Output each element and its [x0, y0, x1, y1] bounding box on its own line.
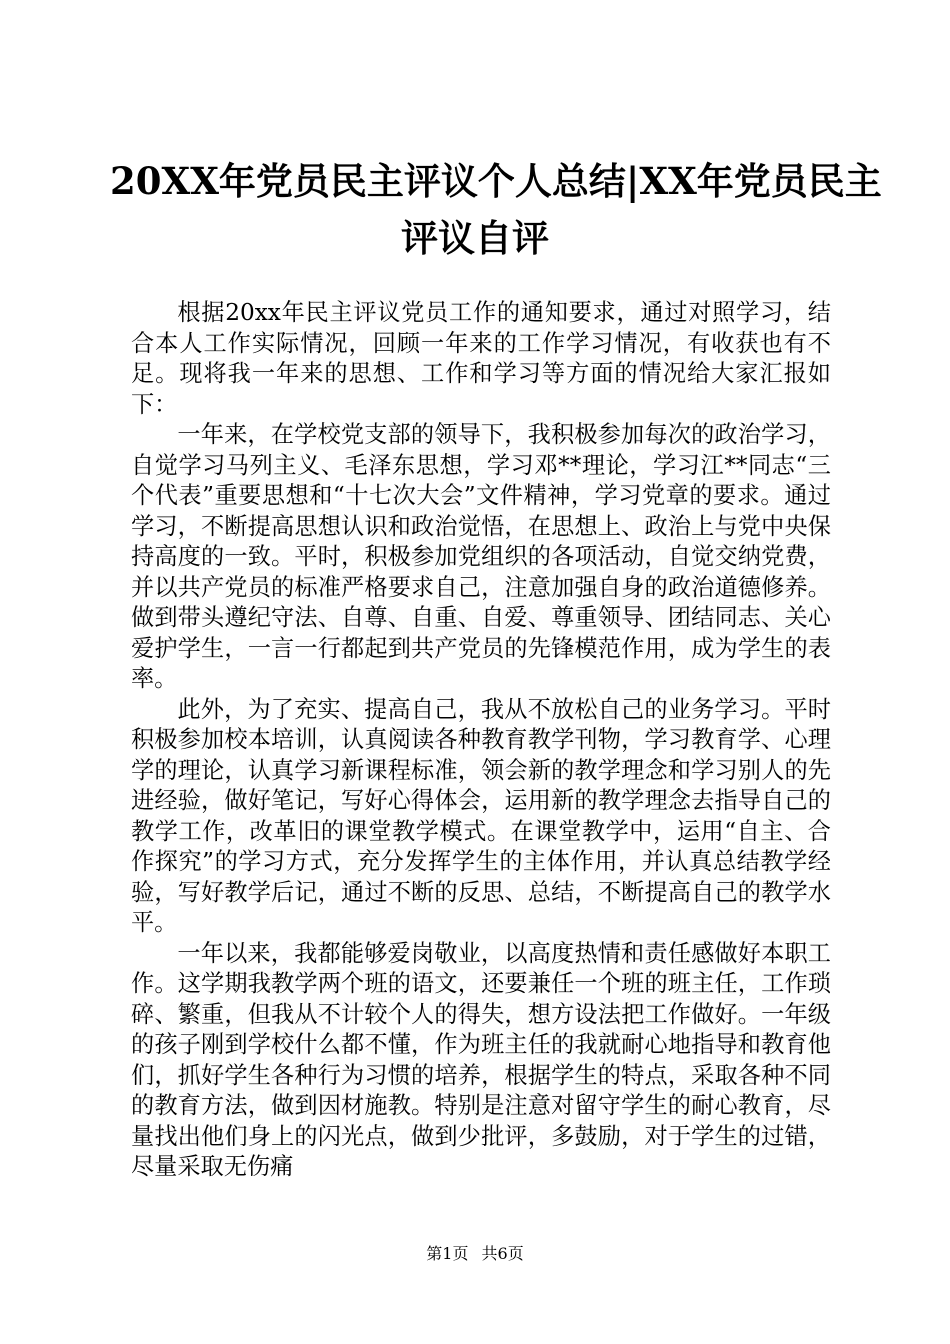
page-total: 共6页	[481, 1244, 524, 1263]
paragraph: 一年以来，我都能够爱岗敬业，以高度热情和责任感做好本职工作。这学期我教学两个班的语文，还要兼任一个班的班主任，工作琐碎、繁重，但我从不计较个人的得失，想方设法把工作做好。一年级的孩子刚到学校什么都不懂，作为班主任的我就耐心地指导和教育他们，抓好学生各种行为习惯的培养，根据学生的特点，采取各种不同的教育方法，做到因材施教。特别是注意对留守学生的耐心教育，尽量找出他们身上的闪光点，做到少批评，多鼓励，对于学生的过错，尽量采取无伤痛	[131, 939, 831, 1180]
document-title-line-1: 20XX年党员民主评议个人总结|XX年党员民主	[110, 159, 882, 203]
document-body	[131, 298, 831, 1183]
page-footer	[0, 1244, 950, 1264]
page-number: 第1页	[426, 1244, 469, 1263]
paragraph: 一年来，在学校党支部的领导下，我积极参加每次的政治学习，自觉学习马列主义、毛泽东思想，学习邓**理论，学习江**同志“三个代表”重要思想和“十七次大会”文件精神，学习党章的要求。通过学习，不断提高思想认识和政治觉悟，在思想上、政治上与党中央保持高度的一致。平时，积极参加党组织的各项活动，自觉交纳党费，并以共产党员的标准严格要求自己，注意加强自身的政治道德修养。做到带头遵纪守法、自尊、自重、自爱、尊重领导、团结同志、关心爱护学生，一言一行都起到共产党员的先锋模范作用，成为学生的表率。	[131, 421, 831, 692]
paragraph: 根据20xx年民主评议党员工作的通知要求，通过对照学习，结合本人工作实际情况，回顾一年来的工作学习情况，有收获也有不足。现将我一年来的思想、工作和学习等方面的情况给大家汇报如下：	[131, 299, 831, 418]
document-title-line-2: 评议自评	[401, 216, 549, 260]
paragraph: 此外，为了充实、提高自己，我从不放松自己的业务学习。平时积极参加校本培训，认真阅读各种教育教学刊物，学习教育学、心理学的理论，认真学习新课程标准，领会新的教学理念和学习别人的先进经验，做好笔记，写好心得体会，运用新的教学理念去指导自己的教学工作，改革旧的课堂教学模式。在课堂教学中，运用“自主、合作探究”的学习方式，充分发挥学生的主体作用，并认真总结教学经验，写好教学后记，通过不断的反思、总结，不断提高自己的教学水平。	[131, 695, 831, 936]
